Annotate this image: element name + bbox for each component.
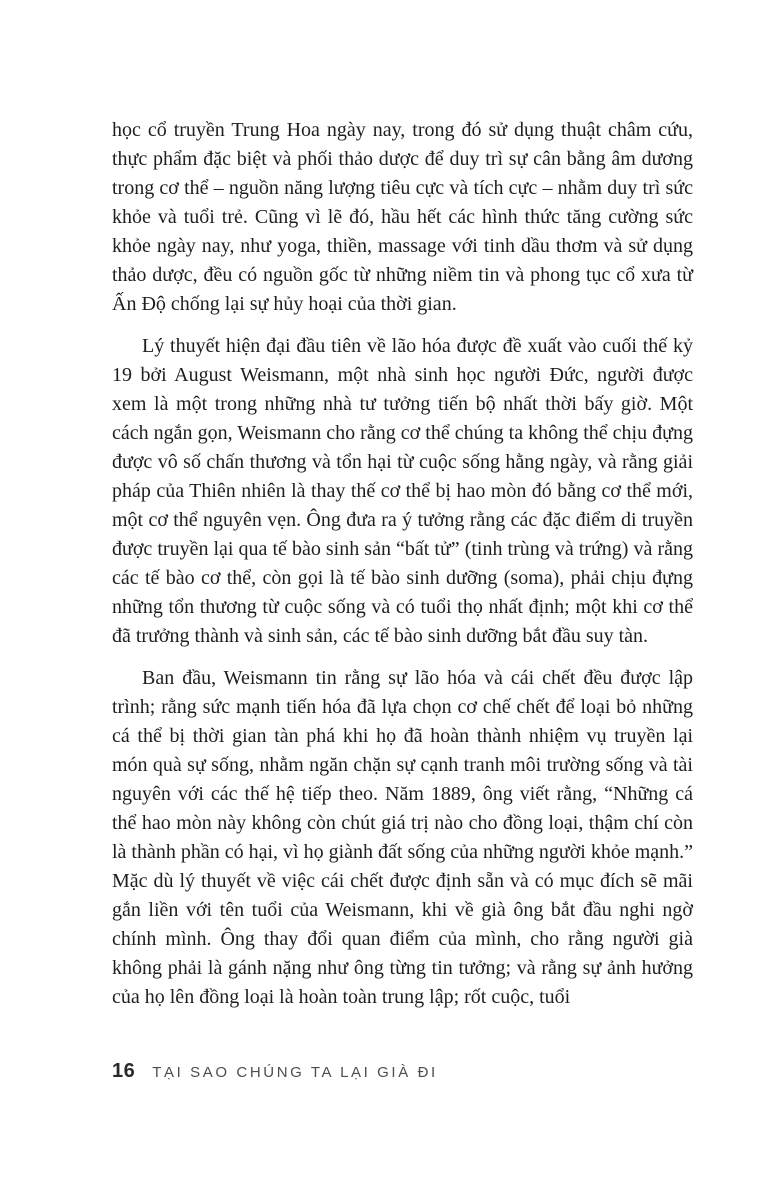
- page-number: 16: [112, 1060, 136, 1082]
- page-footer: [112, 1060, 438, 1083]
- page-body-text: [112, 116, 693, 1025]
- paragraph-3: Ban đầu, Weismann tin rằng sự lão hóa và cái chết đều được lập trình; rằng sức mạnh tiến hóa đã lựa chọn cơ chế chết để loại bỏ những cá thể bị thời gian tàn phá khi họ đã hoàn thành nhiệm vụ truyền lại món quà sự sống, nhằm ngăn chặn sự cạnh tranh môi trường sống và tài nguyên với các thế hệ tiếp theo. Năm 1889, ông viết rằng, “Những cá thể hao mòn này không còn chút giá trị nào cho đồng loại, thậm chí còn là thành phần có hại, vì họ giành đất sống của những người khỏe mạnh.” Mặc dù lý thuyết về việc cái chết được định sẵn và có mục đích sẽ mãi gắn liền với tên tuổi của Weismann, khi về già ông bắt đầu nghi ngờ chính mình. Ông thay đổi quan điểm của mình, cho rằng người già không phải là gánh nặng như ông từng tin tưởng; và rằng sự ảnh hưởng của họ lên đồng loại là hoàn toàn trung lập; rốt cuộc, tuổi: [112, 667, 694, 1008]
- paragraph-1: học cổ truyền Trung Hoa ngày nay, trong đó sử dụng thuật châm cứu, thực phẩm đặc biệt và phối thảo dược để duy trì sự cân bằng âm dương trong cơ thể – nguồn năng lượng tiêu cực và tích cực – nhằm duy trì sức khỏe và tuổi trẻ. Cũng vì lẽ đó, hầu hết các hình thức tăng cường sức khỏe ngày nay, như yoga, thiền, massage với tinh dầu thơm và sử dụng thảo dược, đều có nguồn gốc từ những niềm tin và phong tục cổ xưa từ Ấn Độ chống lại sự hủy hoại của thời gian.: [112, 119, 693, 315]
- running-title: TẠI SAO CHÚNG TA LẠI GIÀ ĐI: [152, 1064, 438, 1081]
- paragraph-2: Lý thuyết hiện đại đầu tiên về lão hóa được đề xuất vào cuối thế kỷ 19 bởi August Weismann, một nhà sinh học người Đức, người được xem là một trong những nhà tư tưởng tiến bộ nhất thời bấy giờ. Một cách ngắn gọn, Weismann cho rằng cơ thể chúng ta không thể chịu đựng được vô số chấn thương và tổn hại từ cuộc sống hằng ngày, và rằng giải pháp của Thiên nhiên là thay thế cơ thể bị hao mòn đó bằng cơ thể mới, một cơ thể nguyên vẹn. Ông đưa ra ý tưởng rằng các đặc điểm di truyền được truyền lại qua tế bào sinh sản “bất tử” (tinh trùng và trứng) và rằng các tế bào cơ thể, còn gọi là tế bào sinh dưỡng (soma), phải chịu đựng những tổn thương từ cuộc sống và có tuổi thọ nhất định; một khi cơ thể đã trưởng thành và sinh sản, các tế bào sinh dưỡng bắt đầu suy tàn.: [112, 335, 693, 647]
